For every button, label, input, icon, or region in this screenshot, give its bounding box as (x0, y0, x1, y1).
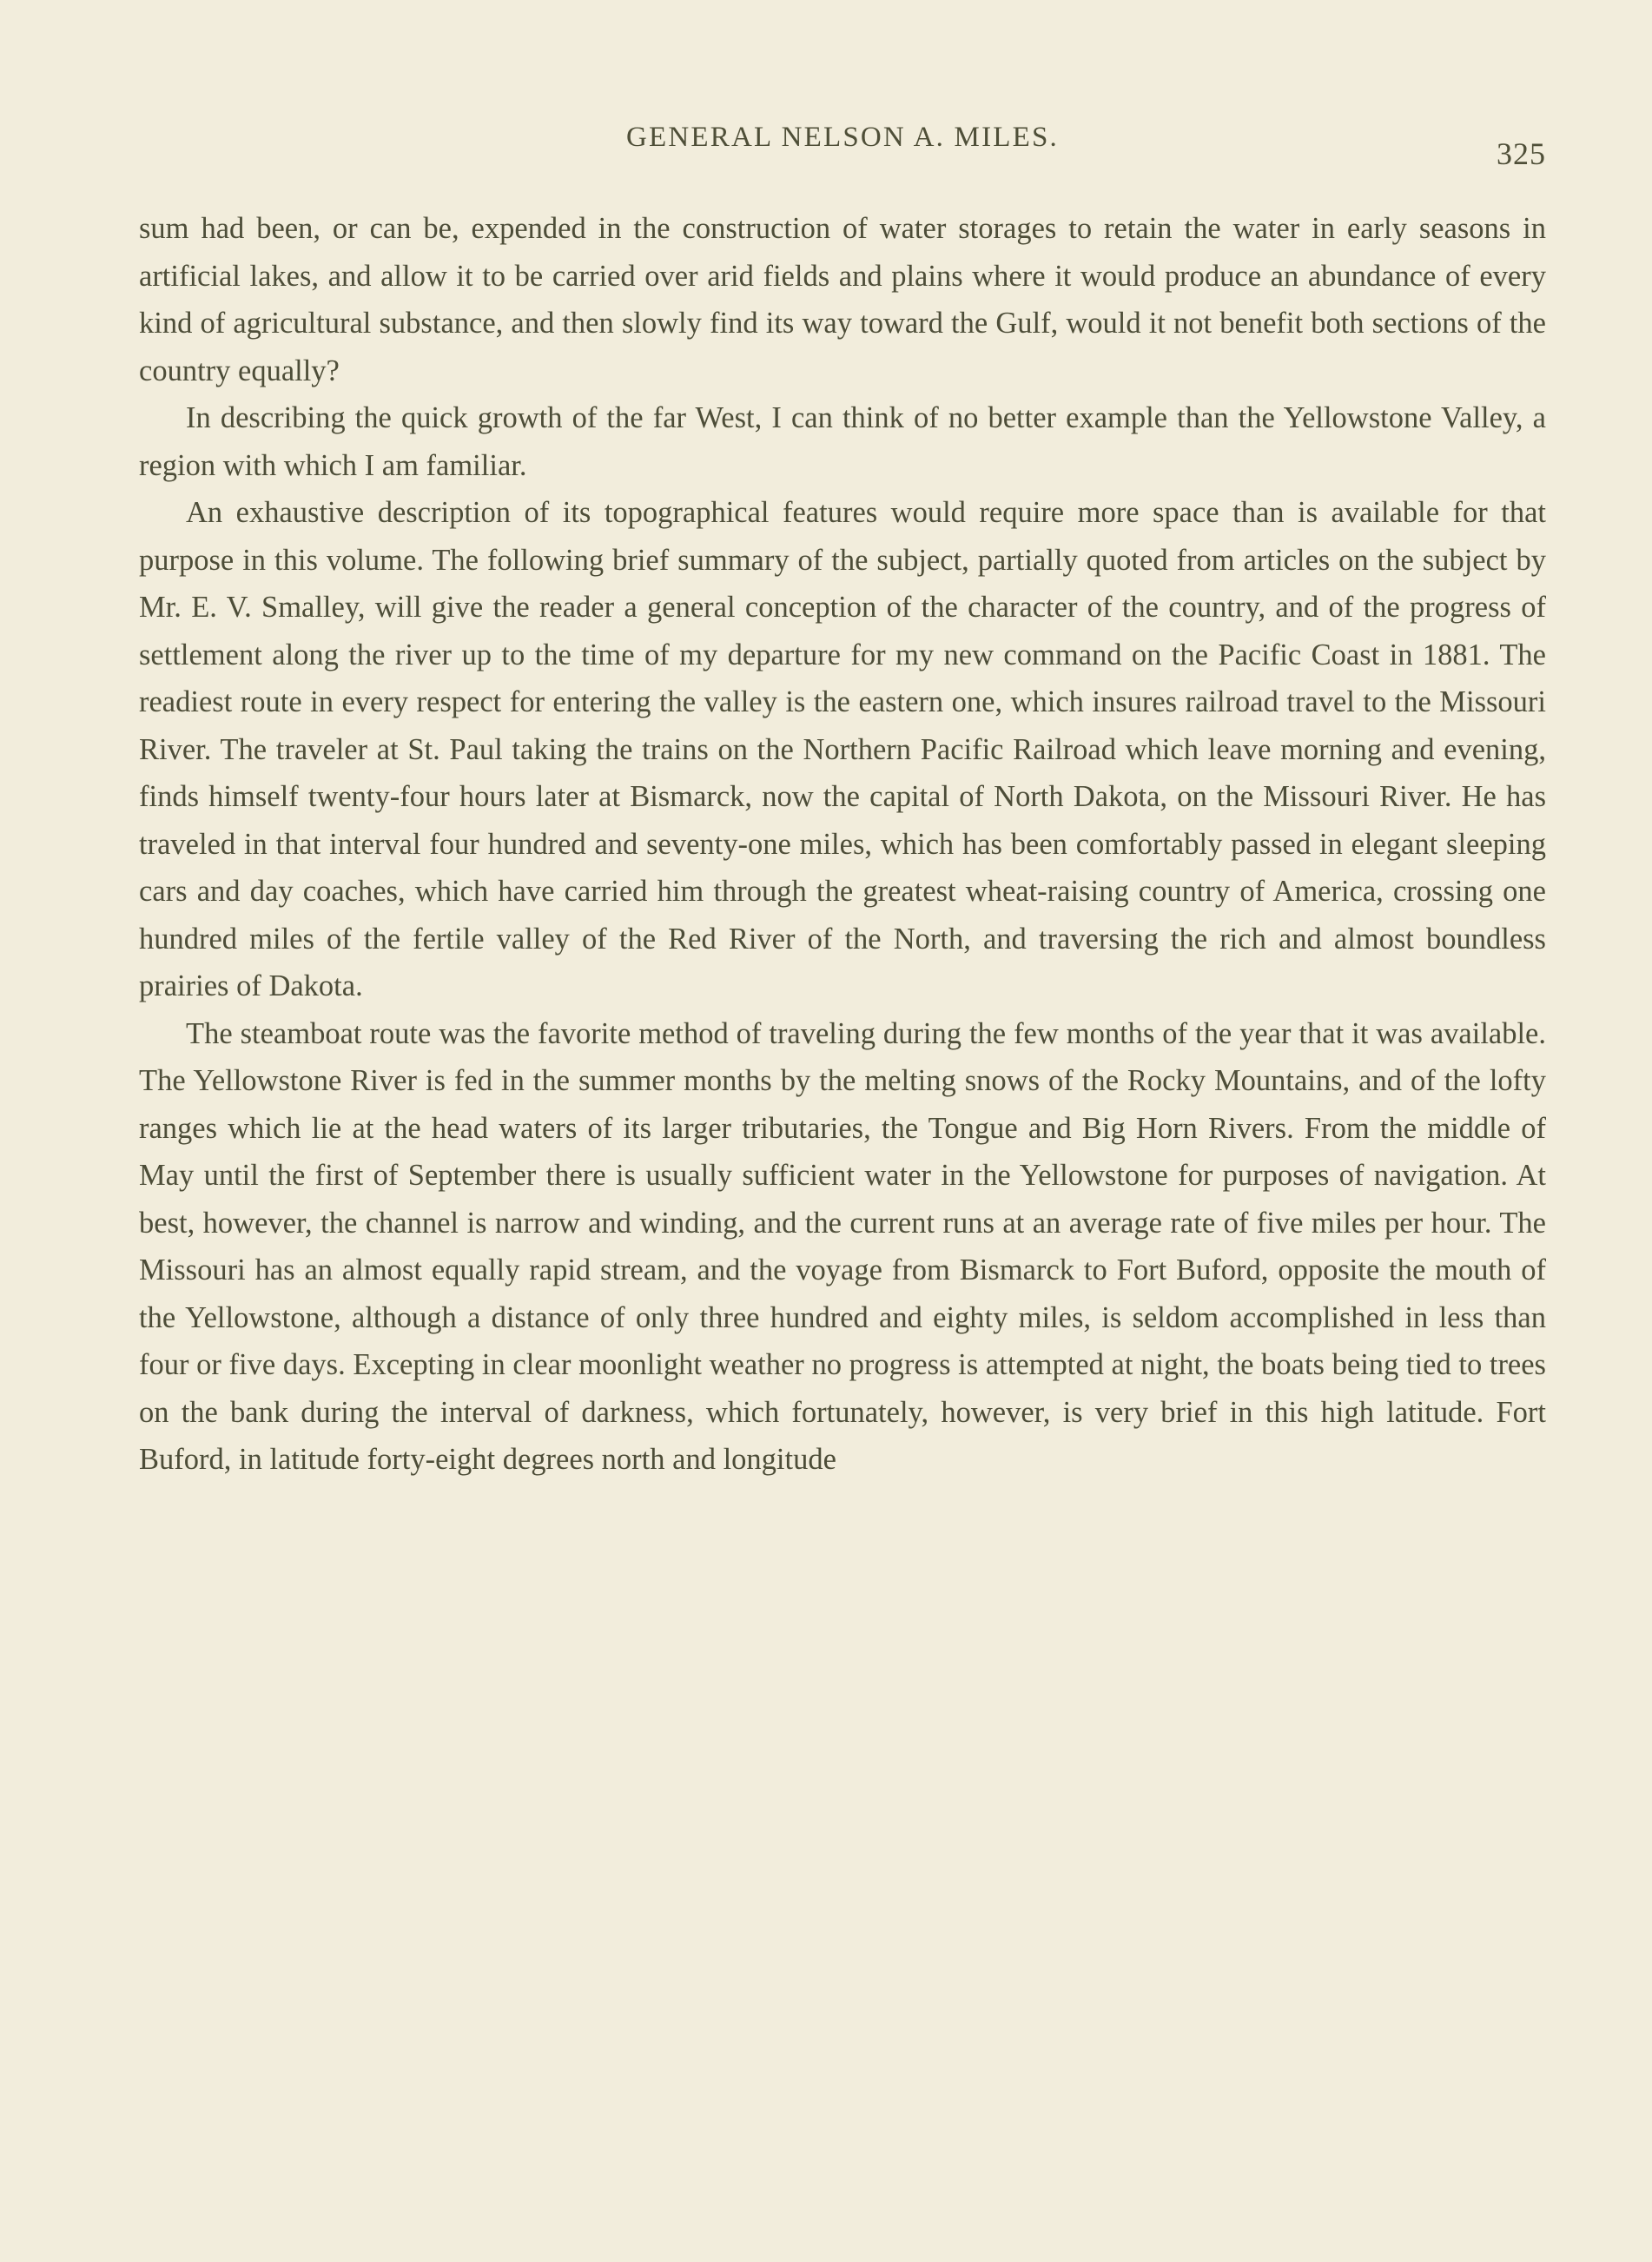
page-header (139, 122, 1546, 174)
paragraph-1: sum had been, or can be, expended in the construction of water storages to retain the water in early seasons in artificial lakes, and allow it to be carried over arid fields and plains where it would produce an abundance of every kind of agricultural substance, and then slowly find its way toward the Gulf, would it not benefit both sections of the country equally? (139, 212, 1546, 387)
running-head: GENERAL NELSON A. MILES. (626, 122, 1059, 153)
paragraph-4: The steamboat route was the favorite method of traveling during the few months of the year that it was available. The Yellowstone River is fed in the summer months by the melting snows of the Rocky Mountains, and of the lofty ranges which lie at the head waters of its larger tributaries, the Tongue and Big Horn Rivers. From the middle of May until the first of September there is usually sufficient water in the Yellowstone for purposes of navigation. At best, however, the channel is narrow and winding, and the current runs at an average rate of five miles per hour. The Missouri has an almost equally rapid stream, and the voyage from Bismarck to Fort Buford, opposite the mouth of the Yellowstone, although a distance of only three hundred and eighty miles, is seldom accomplished in less than four or five days. Excepting in clear moonlight weather no progress is attempted at night, the boats being tied to trees on the bank during the interval of darkness, which fortunately, however, is very brief in this high latitude. Fort Buford, in latitude forty-eight degrees north and longitude (139, 1016, 1546, 1476)
body-text (139, 205, 1546, 1484)
page-content (139, 122, 1546, 1484)
paragraph-2: In describing the quick growth of the far West, I can think of no better example than the Yellowstone Valley, a region with which I am familiar. (139, 401, 1546, 482)
paragraph-3: An exhaustive description of its topographical features would require more space than is available for that purpose in this volume. The following brief summary of the subject, partially quoted from articles on the subject by Mr. E. V. Smalley, will give the reader a general conception of the character of the country, and of the progress of settlement along the river up to the time of my departure for my new command on the Pacific Coast in 1881. The readiest route in every respect for entering the valley is the eastern one, which insures railroad travel to the Missouri River. The traveler at St. Paul taking the trains on the Northern Pacific Railroad which leave morning and evening, finds himself twenty-four hours later at Bismarck, now the capital of North Dakota, on the Missouri River. He has traveled in that interval four hundred and seventy-one miles, which has been comfortably passed in elegant sleeping cars and day coaches, which have carried him through the greatest wheat-raising country of America, crossing one hundred miles of the fertile valley of the Red River of the North, and traversing the rich and almost boundless prairies of Dakota. (139, 496, 1546, 1002)
page-number: 325 (1497, 136, 1546, 171)
